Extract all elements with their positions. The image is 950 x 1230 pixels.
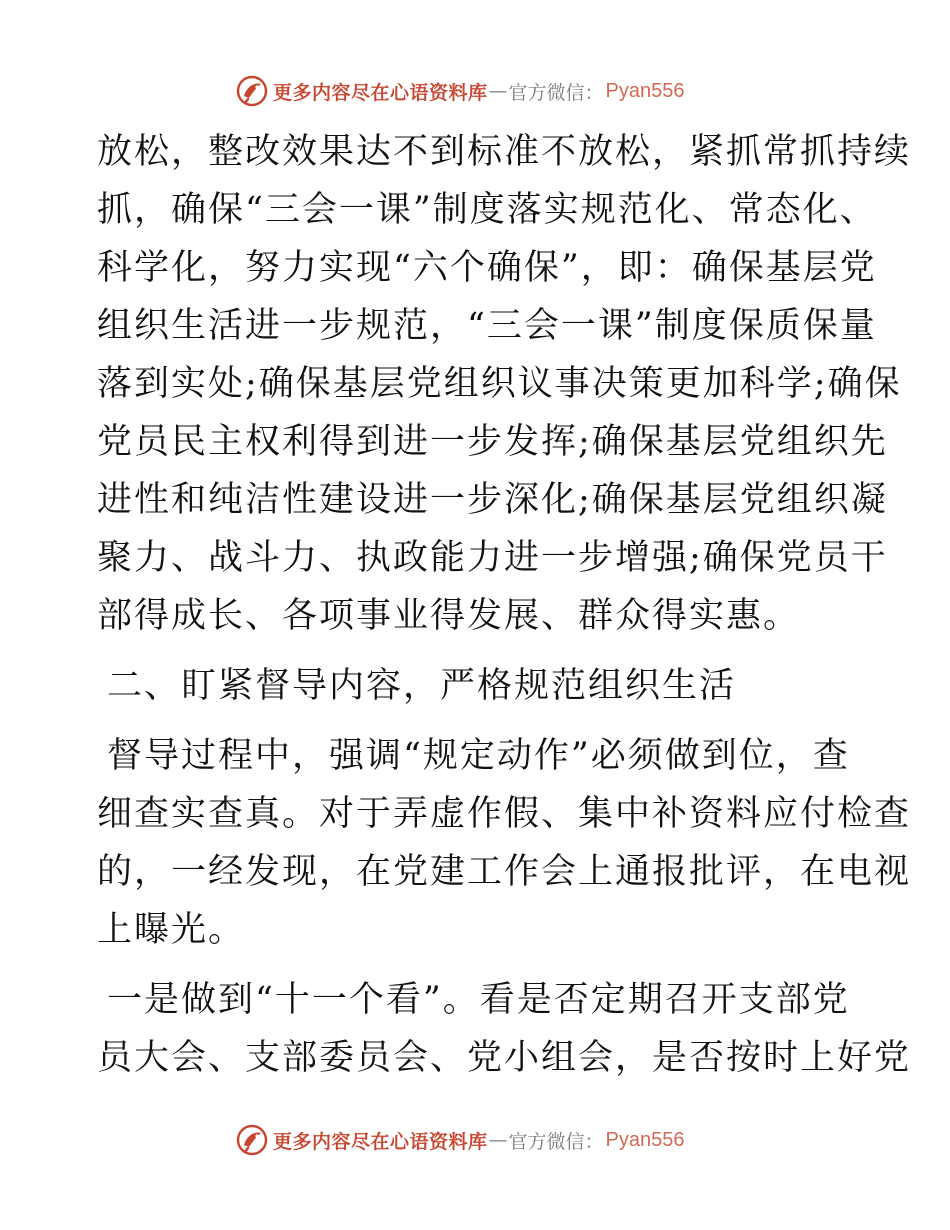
text-line: 放松，整改效果达不到标准不放松，紧抓常抓持续: [97, 132, 912, 172]
text-line: 一是做到“十一个看”。看是否定期召开支部党: [107, 980, 850, 1020]
paragraph-1: [97, 123, 912, 645]
text-line: 进性和纯洁性建设进一步深化;确保基层党组织凝: [97, 480, 888, 520]
footer-banner: [235, 1122, 685, 1158]
text-line: 的，一经发现，在党建工作会上通报批评，在电视: [97, 852, 912, 892]
section-heading: 二、盯紧督导内容，严格规范组织生活: [107, 666, 737, 706]
brand-logo-icon: [235, 74, 269, 108]
paragraph-2: [97, 727, 912, 959]
banner-slogan: 更多内容尽在心语资料库: [273, 1130, 488, 1153]
banner-wechat-id: Pyan556: [605, 1128, 685, 1151]
paragraph-gap: [97, 959, 857, 971]
text-line: 组织生活进一步规范，“三会一课”制度保质保量: [97, 306, 877, 346]
text-line: 党员民主权利得到进一步发挥;确保基层党组织先: [97, 422, 888, 462]
brand-logo-icon: [235, 1123, 269, 1157]
banner-separator: —: [488, 80, 508, 102]
text-line: 员大会、支部委员会、党小组会，是否按时上好党: [97, 1038, 912, 1078]
text-line: 部得成长、各项事业得发展、群众得实惠。: [97, 596, 801, 636]
text-line: 聚力、战斗力、执政能力进一步增强;确保党员干: [97, 538, 888, 578]
text-line: 上曝光。: [97, 910, 246, 950]
banner-slogan: 更多内容尽在心语资料库: [273, 81, 488, 104]
text-line: 细查实查真。对于弄虚作假、集中补资料应付检查: [97, 794, 912, 834]
document-body: [97, 123, 912, 1087]
text-line: 督导过程中，强调“规定动作”必须做到位，查: [107, 736, 850, 776]
banner-wechat-label: 官方微信：: [508, 1130, 604, 1153]
banner-wechat-id: Pyan556: [605, 79, 685, 102]
text-line: 落到实处;确保基层党组织议事决策更加科学;确保: [97, 364, 902, 404]
banner-separator: —: [488, 1129, 508, 1151]
paragraph-gap: [97, 645, 857, 657]
text-line: 科学化，努力实现“六个确保”，即：确保基层党: [97, 248, 877, 288]
text-line: 抓，确保“三会一课”制度落实规范化、常态化、: [97, 190, 877, 230]
header-banner: [235, 73, 685, 109]
paragraph-3: [97, 971, 912, 1087]
paragraph-gap: [97, 715, 857, 727]
banner-wechat-label: 官方微信：: [508, 81, 604, 104]
